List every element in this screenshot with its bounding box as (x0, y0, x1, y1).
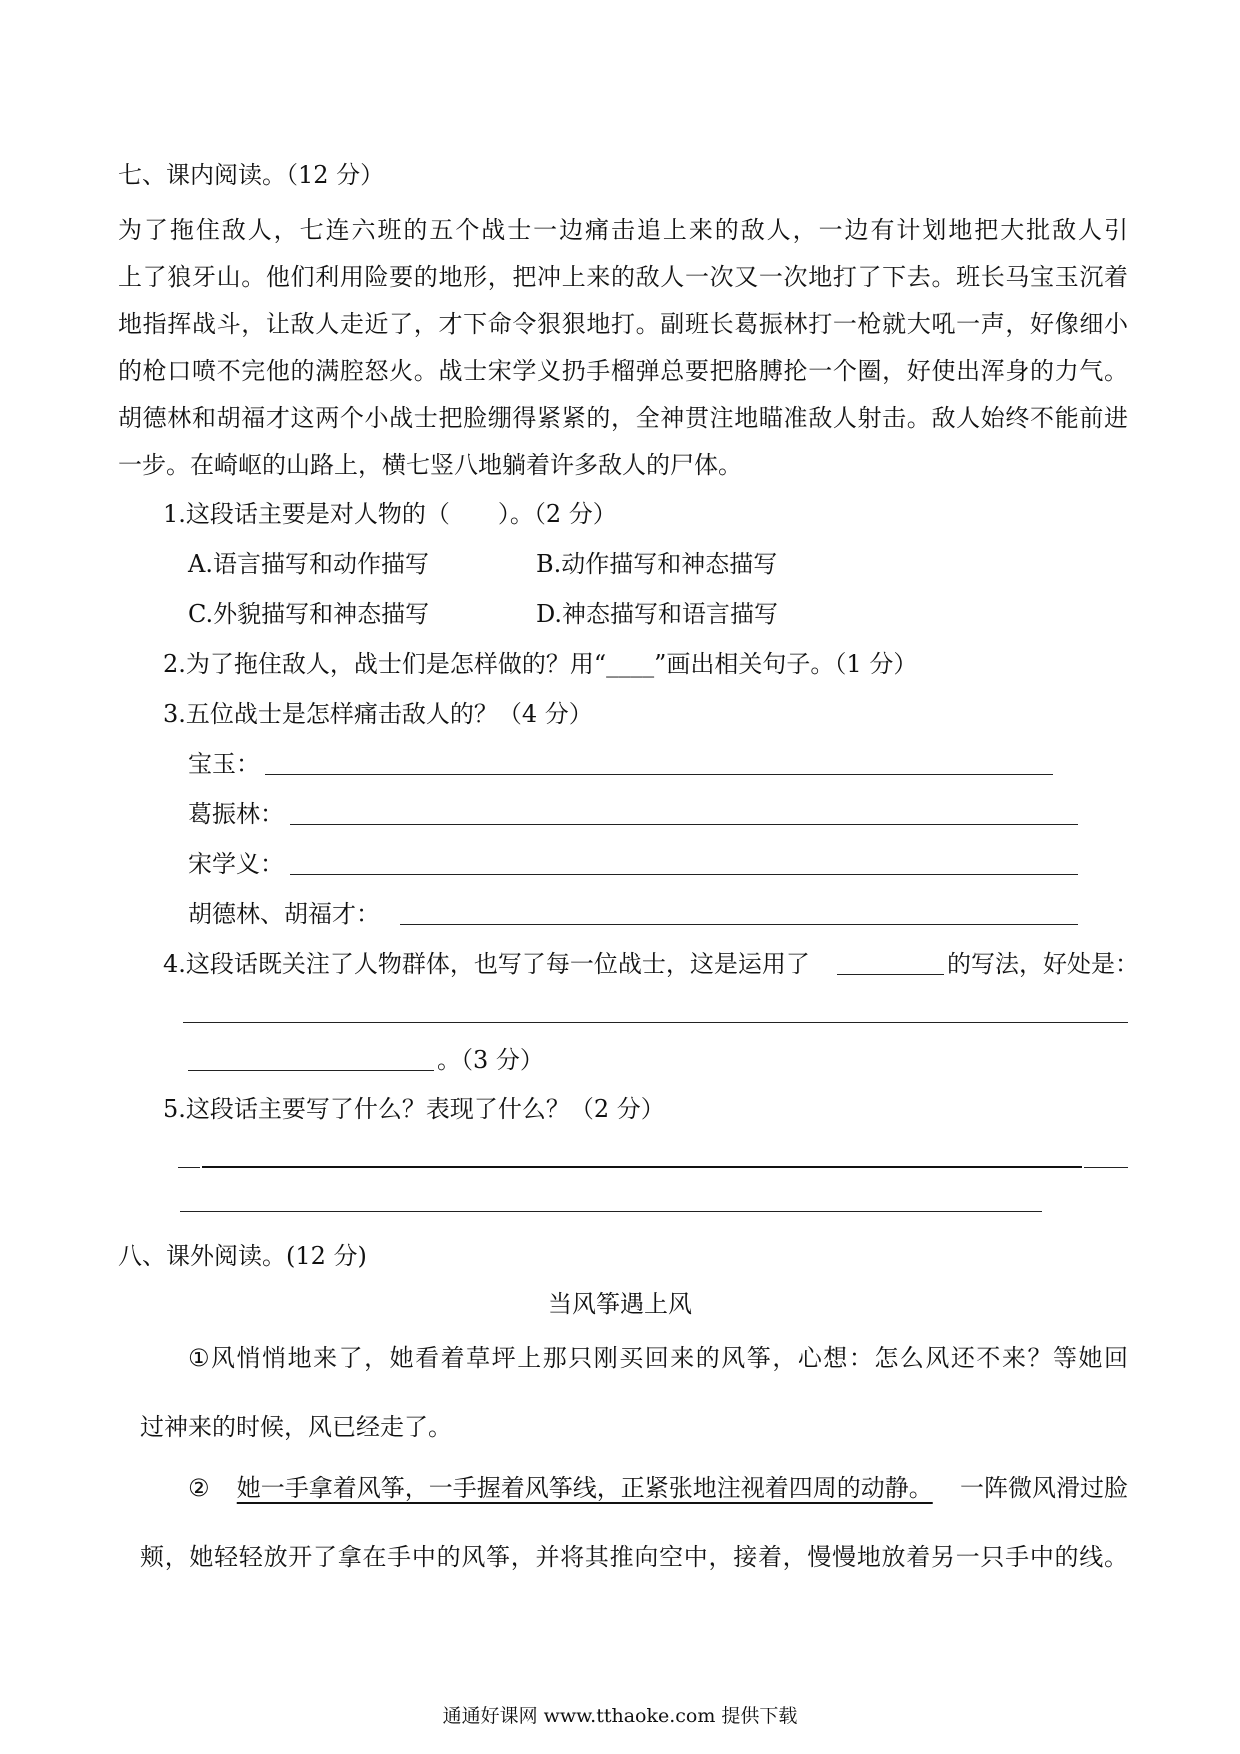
question-3: 3.五位战士是怎样痛击敌人的？（4 分） (163, 700, 593, 728)
underlined-sentence: 她一手拿着风筝，一手握着风筝线，正紧张地注视着四周的动静。 (236, 1474, 933, 1502)
section-7-title: 七、课内阅读。（12 分） (118, 161, 385, 189)
story-paragraph-2-line-1 (188, 1468, 1128, 1508)
answer-line-q4-benefit-end[interactable] (188, 1070, 434, 1071)
passage-line: 为了拖住敌人，七连六班的五个战士一边痛击追上来的敌人，一边有计划地把大批敌人引 (118, 216, 1128, 244)
answer-line-hu-brothers[interactable] (400, 924, 1078, 925)
answer-line-song-xueyi[interactable] (290, 874, 1078, 875)
answer-line-q5[interactable] (202, 1166, 1082, 1168)
answer-line-q5-tail (1084, 1167, 1128, 1168)
question-2: 2.为了拖住敌人，战士们是怎样做的？用“____”画出相关句子。（1 分） (163, 650, 918, 678)
answer-label-baoyu: 宝玉： (188, 750, 260, 778)
story-paragraph-2-line-2: 颊，她轻轻放开了拿在手中的风筝，并将其推向空中，接着，慢慢地放着另一只手中的线。 (140, 1543, 1128, 1571)
option-c: C.外貌描写和神态描写 (188, 600, 430, 628)
answer-label-hu-brothers: 胡德林、胡福才： (188, 900, 380, 928)
passage-line: 上了狼牙山。他们利用险要的地形，把冲上来的敌人一次又一次地打了下去。班长马宝玉沉着 (118, 263, 1128, 291)
paragraph-2-continuation: 一阵微风滑过脸 (959, 1474, 1128, 1502)
answer-label-ge-zhenlin: 葛振林： (188, 800, 284, 828)
question-4-part-b: 的写法，好处是： (947, 950, 1139, 978)
question-5: 5.这段话主要写了什么？表现了什么？（2 分） (163, 1095, 665, 1123)
story-title: 当风筝遇上风 (548, 1290, 692, 1318)
story-paragraph-1-line-2: 过神来的时候，风已经走了。 (140, 1413, 452, 1441)
answer-line-q5-second[interactable] (180, 1211, 1042, 1212)
option-a: A.语言描写和动作描写 (188, 550, 429, 578)
passage-line: 胡德林和胡福才这两个小战士把脸绷得紧紧的，全神贯注地瞄准敌人射击。敌人始终不能前进 (118, 404, 1128, 432)
answer-label-song-xueyi: 宋学义： (188, 850, 284, 878)
story-paragraph-1-line-1: ①风悄悄地来了，她看着草坪上那只刚买回来的风筝，心想：怎么风还不来？等她回 (188, 1344, 1128, 1372)
section-8-title: 八、课外阅读。(12 分) (118, 1242, 367, 1270)
question-4-part-a: 4.这段话既关注了人物群体，也写了每一位战士，这是运用了 (163, 950, 810, 978)
answer-blank-q4-method[interactable] (837, 974, 944, 975)
passage-line: 一步。在崎岖的山路上，横七竖八地躺着许多敌人的尸体。 (118, 451, 742, 479)
answer-line-ge-zhenlin[interactable] (290, 824, 1078, 825)
option-d: D.神态描写和语言描写 (536, 600, 779, 628)
question-4-part-c: 。（3 分） (437, 1046, 544, 1074)
answer-line-q5-stub (178, 1167, 200, 1168)
passage-line: 地指挥战斗，让敌人走近了，才下命令狠狠地打。副班长葛振林打一枪就大吼一声，好像细小 (118, 310, 1128, 338)
passage-line: 的枪口喷不完他的满腔怒火。战士宋学义扔手榴弹总要把胳膊抡一个圈，好使出浑身的力气。 (118, 357, 1128, 385)
option-b: B.动作描写和神态描写 (536, 550, 778, 578)
footer-credit: 通通好课网 www.tthaoke.com 提供下载 (442, 1705, 798, 1727)
answer-line-q4-benefit[interactable] (183, 1022, 1128, 1023)
answer-line-baoyu[interactable] (265, 774, 1053, 775)
question-1: 1.这段话主要是对人物的（ ）。（2 分） (163, 500, 617, 528)
paragraph-marker: ② (188, 1474, 210, 1502)
